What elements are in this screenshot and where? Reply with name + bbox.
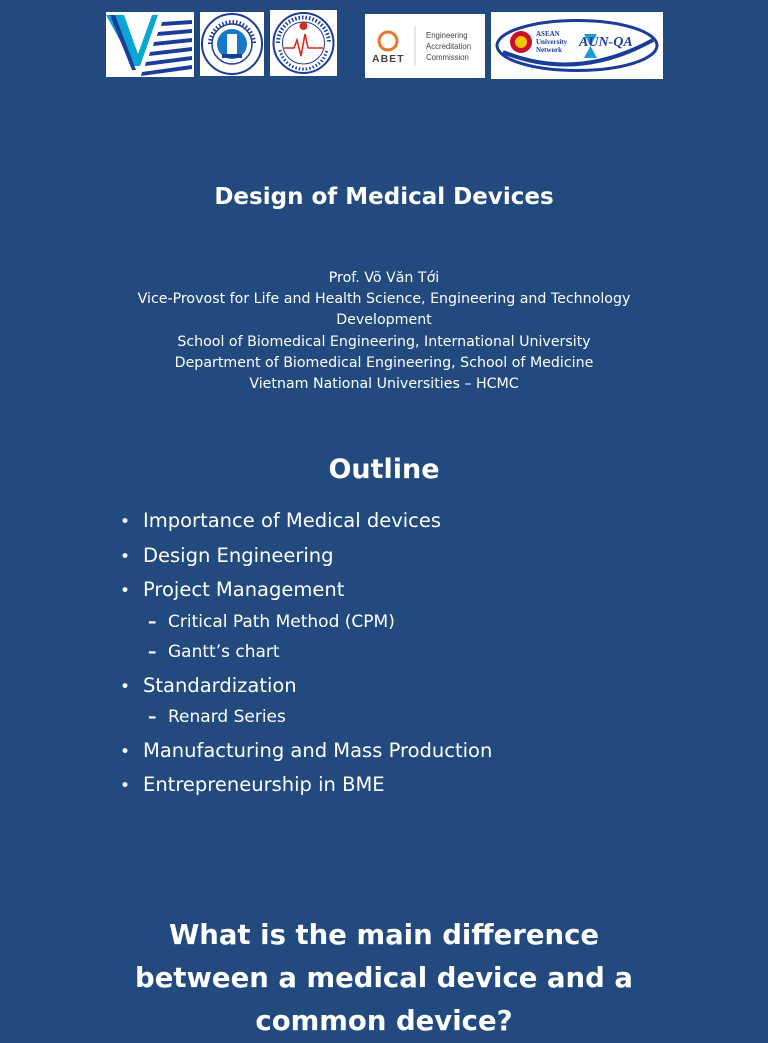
- aun-qa-logo: [491, 12, 663, 79]
- author-block: [110, 268, 658, 395]
- outline-item-label: Manufacturing and Mass Production: [143, 739, 493, 762]
- aun-qa-mark: AUN-QA: [579, 35, 633, 50]
- abet-text-commission: Commission: [426, 53, 469, 62]
- bullet-glyph: •: [120, 547, 131, 567]
- aun-qa-text-university: University: [536, 38, 568, 46]
- dash-glyph: –: [148, 642, 157, 662]
- outline-item: [120, 578, 344, 601]
- outline-item: [120, 674, 297, 697]
- author-name: Prof. Võ Văn Tới: [328, 270, 440, 286]
- outline-item-label: Standardization: [143, 674, 297, 697]
- outline-subitem: [148, 642, 280, 662]
- outline-item: [120, 739, 492, 762]
- outline-item-label: Project Management: [143, 578, 345, 601]
- outline-item: [120, 773, 385, 796]
- outline-subitem-label: Critical Path Method (CPM): [168, 612, 395, 632]
- abet-text-accreditation: Accreditation: [426, 42, 472, 51]
- question-line-2: between a medical device and a: [135, 962, 633, 994]
- aun-qa-text-asean: ASEAN: [536, 30, 560, 38]
- author-position-line2: Development: [336, 312, 432, 329]
- outline-item: [120, 544, 334, 567]
- bullet-glyph: •: [120, 677, 131, 697]
- dash-glyph: –: [148, 707, 157, 727]
- ministry-logo: [106, 12, 194, 77]
- abet-mark: ABET: [372, 53, 405, 65]
- outline-item-label: Importance of Medical devices: [143, 509, 442, 532]
- bullet-glyph: •: [120, 776, 131, 796]
- author-affiliation-3: Vietnam National Universities – HCMC: [249, 376, 519, 393]
- bullet-glyph: •: [120, 742, 131, 762]
- author-affiliation-1: School of Biomedical Engineering, International University: [177, 333, 591, 350]
- outline-subitem-label: Renard Series: [168, 707, 286, 727]
- author-position-line1: Vice-Provost for Life and Health Science, Engineering and Technology: [137, 291, 631, 308]
- aun-qa-text-network: Network: [536, 46, 563, 54]
- outline-subitem: [148, 707, 286, 727]
- dash-glyph: –: [148, 612, 157, 632]
- question-line-3: common device?: [255, 1005, 513, 1037]
- question-line-1: What is the main difference: [168, 919, 600, 951]
- outline-item-label: Design Engineering: [143, 544, 334, 567]
- outline-heading: Outline: [328, 454, 440, 485]
- bullet-glyph: •: [120, 512, 131, 532]
- bullet-glyph: •: [120, 581, 131, 601]
- author-affiliation-2: Department of Biomedical Engineering, School of Medicine: [174, 354, 594, 371]
- outline-subitem-label: Gantt’s chart: [168, 642, 280, 662]
- outline-subitem: [148, 612, 395, 632]
- presentation-title: Design of Medical Devices: [214, 184, 554, 210]
- outline-item-label: Entrepreneurship in BME: [143, 773, 385, 796]
- abet-logo: [365, 14, 485, 78]
- bme-international-university-seal: [270, 10, 337, 76]
- outline-item: [120, 509, 441, 532]
- iu-hcmiu-seal: [200, 12, 264, 76]
- abet-text-engineering: Engineering: [426, 31, 468, 40]
